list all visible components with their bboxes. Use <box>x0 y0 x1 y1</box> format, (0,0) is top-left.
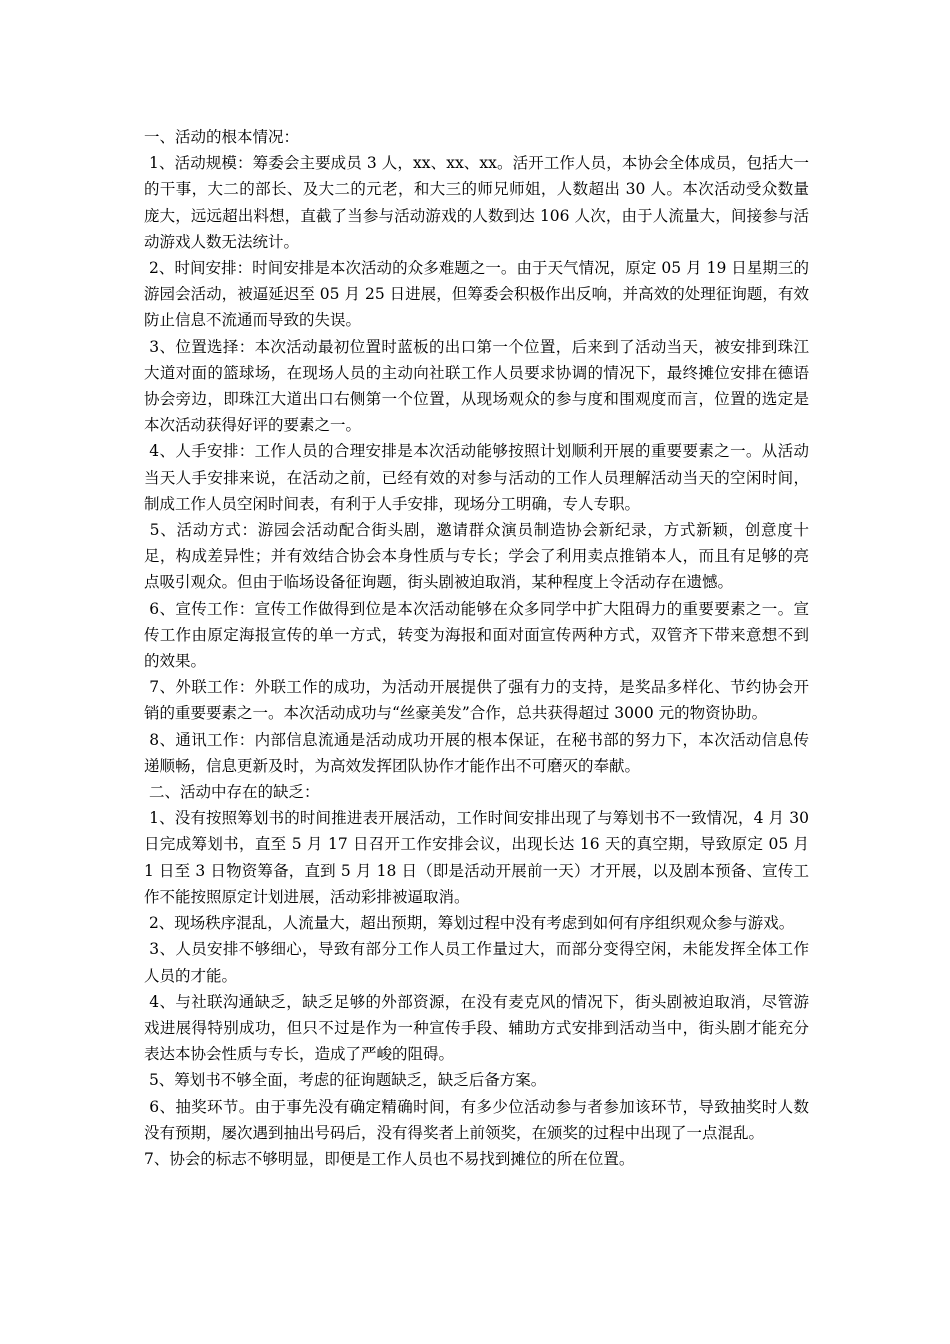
document-body <box>144 124 814 1172</box>
section-heading-shortcomings: 二、活动中存在的缺乏： <box>144 783 320 802</box>
paragraph-plan-incomplete: 5、筹划书不够全面，考虑的征询题缺乏，缺乏后备方案。 <box>144 1071 547 1090</box>
paragraph-association-sign: 7、协会的标志不够明显，即便是工作人员也不易找到摊位的所在位置。 <box>144 1149 635 1168</box>
paragraph-time-arrangement: 2、时间安排：时间安排是本次活动的众多难题之一。由于天气情况，原定 05 月 19 日星期三的游园会活动，被逼延迟至 05 月 25 日进展，但筹委会积极作出反响，并高效的处理征询题，有效防止信息不流通而导致的失误。 <box>144 259 809 330</box>
paragraph-publicity: 6、宣传工作：宣传工作做得到位是本次活动能够在众多同学中扩大阻碍力的重要要素之一。宣传工作由原定海报宣传的单一方式，转变为海报和面对面宣传两种方式，双管齐下带来意想不到的效果。 <box>144 599 809 671</box>
paragraph-location-choice: 3、位置选择：本次活动最初位置时蓝板的出口第一个位置，后来到了活动当天，被安排到珠江大道对面的篮球场，在现场人员的主动向社联工作人员要求协调的情况下，最终摊位安排在德语协会旁边，即珠江大道出口右侧第一个位置，从现场观众的参与度和围观度而言，位置的选定是本次活动获得好评的要素之一。 <box>144 337 809 435</box>
paragraph-activity-format: 5、活动方式：游园会活动配合街头剧，邀请群众演员制造协会新纪录，方式新颖，创意度十足，构成差异性；并有效结合协会本身性质与专长；学会了利用卖点推销本人，而且有足够的亮点吸引观众。但由于临场设备征询题，街头剧被迫取消，某种程度上令活动存在遗憾。 <box>144 521 809 592</box>
section-heading-basic-situation: 一、活动的根本情况： <box>144 128 300 146</box>
paragraph-staffing: 4、人手安排：工作人员的合理安排是本次活动能够按照计划顺利开展的重要要素之一。从活动当天人手安排来说，在活动之前，已经有效的对参与活动的工作人员理解活动当天的空闲时间，制成工作人员空闲时间表，有利于人手安排，现场分工明确，专人专职。 <box>144 442 809 513</box>
paragraph-activity-scale: 1、活动规模：筹委会主要成员 3 人，xx、xx、xx。活开工作人员，本协会全体成员，包括大一的干事，大二的部长、及大二的元老，和大三的师兄师姐，人数超出 30 人。本次活动受众数量庞大，远远超出料想，直截了当参与活动游戏的人数到达 106 人次，由于人流量大，间接参与活动游戏人数无法统计。 <box>144 154 810 251</box>
paragraph-site-disorder: 2、现场秩序混乱，人流量大，超出预期，筹划过程中没有考虑到如何有序组织观众参与游戏。 <box>144 914 795 933</box>
paragraph-schedule-deviation: 1、没有按照筹划书的时间推进表开展活动，工作时间安排出现了与筹划书不一致情况，4 月 30 日完成筹划书，直至 5 月 17 日召开工作安排会议，出现长达 16 天的真空期，导致原定 05 月 1 日至 3 日物资筹备，直到 5 月 18 日（即是活动开展前一天）才开展，以及剧本预备、宣传工作不能按照原定计划进展，活动彩排被逼取消。 <box>144 809 814 906</box>
paragraph-union-communication: 4、与社联沟通缺乏，缺乏足够的外部资源，在没有麦克风的情况下，街头剧被迫取消，尽管游戏进展得特别成功，但只不过是作为一种宣传手段、辅助方式安排到活动当中，街头剧才能充分表达本协会性质与专长，造成了严峻的阻碍。 <box>144 992 809 1064</box>
paragraph-lottery: 6、抽奖环节。由于事先没有确定精确时间，有多少位活动参与者参加该环节，导致抽奖时人数没有预期，屡次遇到抽出号码后，没有得奖者上前领奖，在颁奖的过程中出现了一点混乱。 <box>144 1097 809 1142</box>
paragraph-communication: 8、通讯工作：内部信息流通是活动成功开展的根本保证，在秘书部的努力下，本次活动信息传递顺畅，信息更新及时，为高效发挥团队协作才能作出不可磨灭的奉献。 <box>144 730 809 775</box>
paragraph-personnel-allocation: 3、人员安排不够细心，导致有部分工作人员工作量过大，而部分变得空闲，未能发挥全体工作人员的才能。 <box>144 940 809 985</box>
paragraph-external-liaison: 7、外联工作：外联工作的成功，为活动开展提供了强有力的支持，是奖品多样化、节约协会开销的重要要素之一。本次活动成功与“丝豪美发”合作，总共获得超过 3000 元的物资协助。 <box>144 678 809 723</box>
